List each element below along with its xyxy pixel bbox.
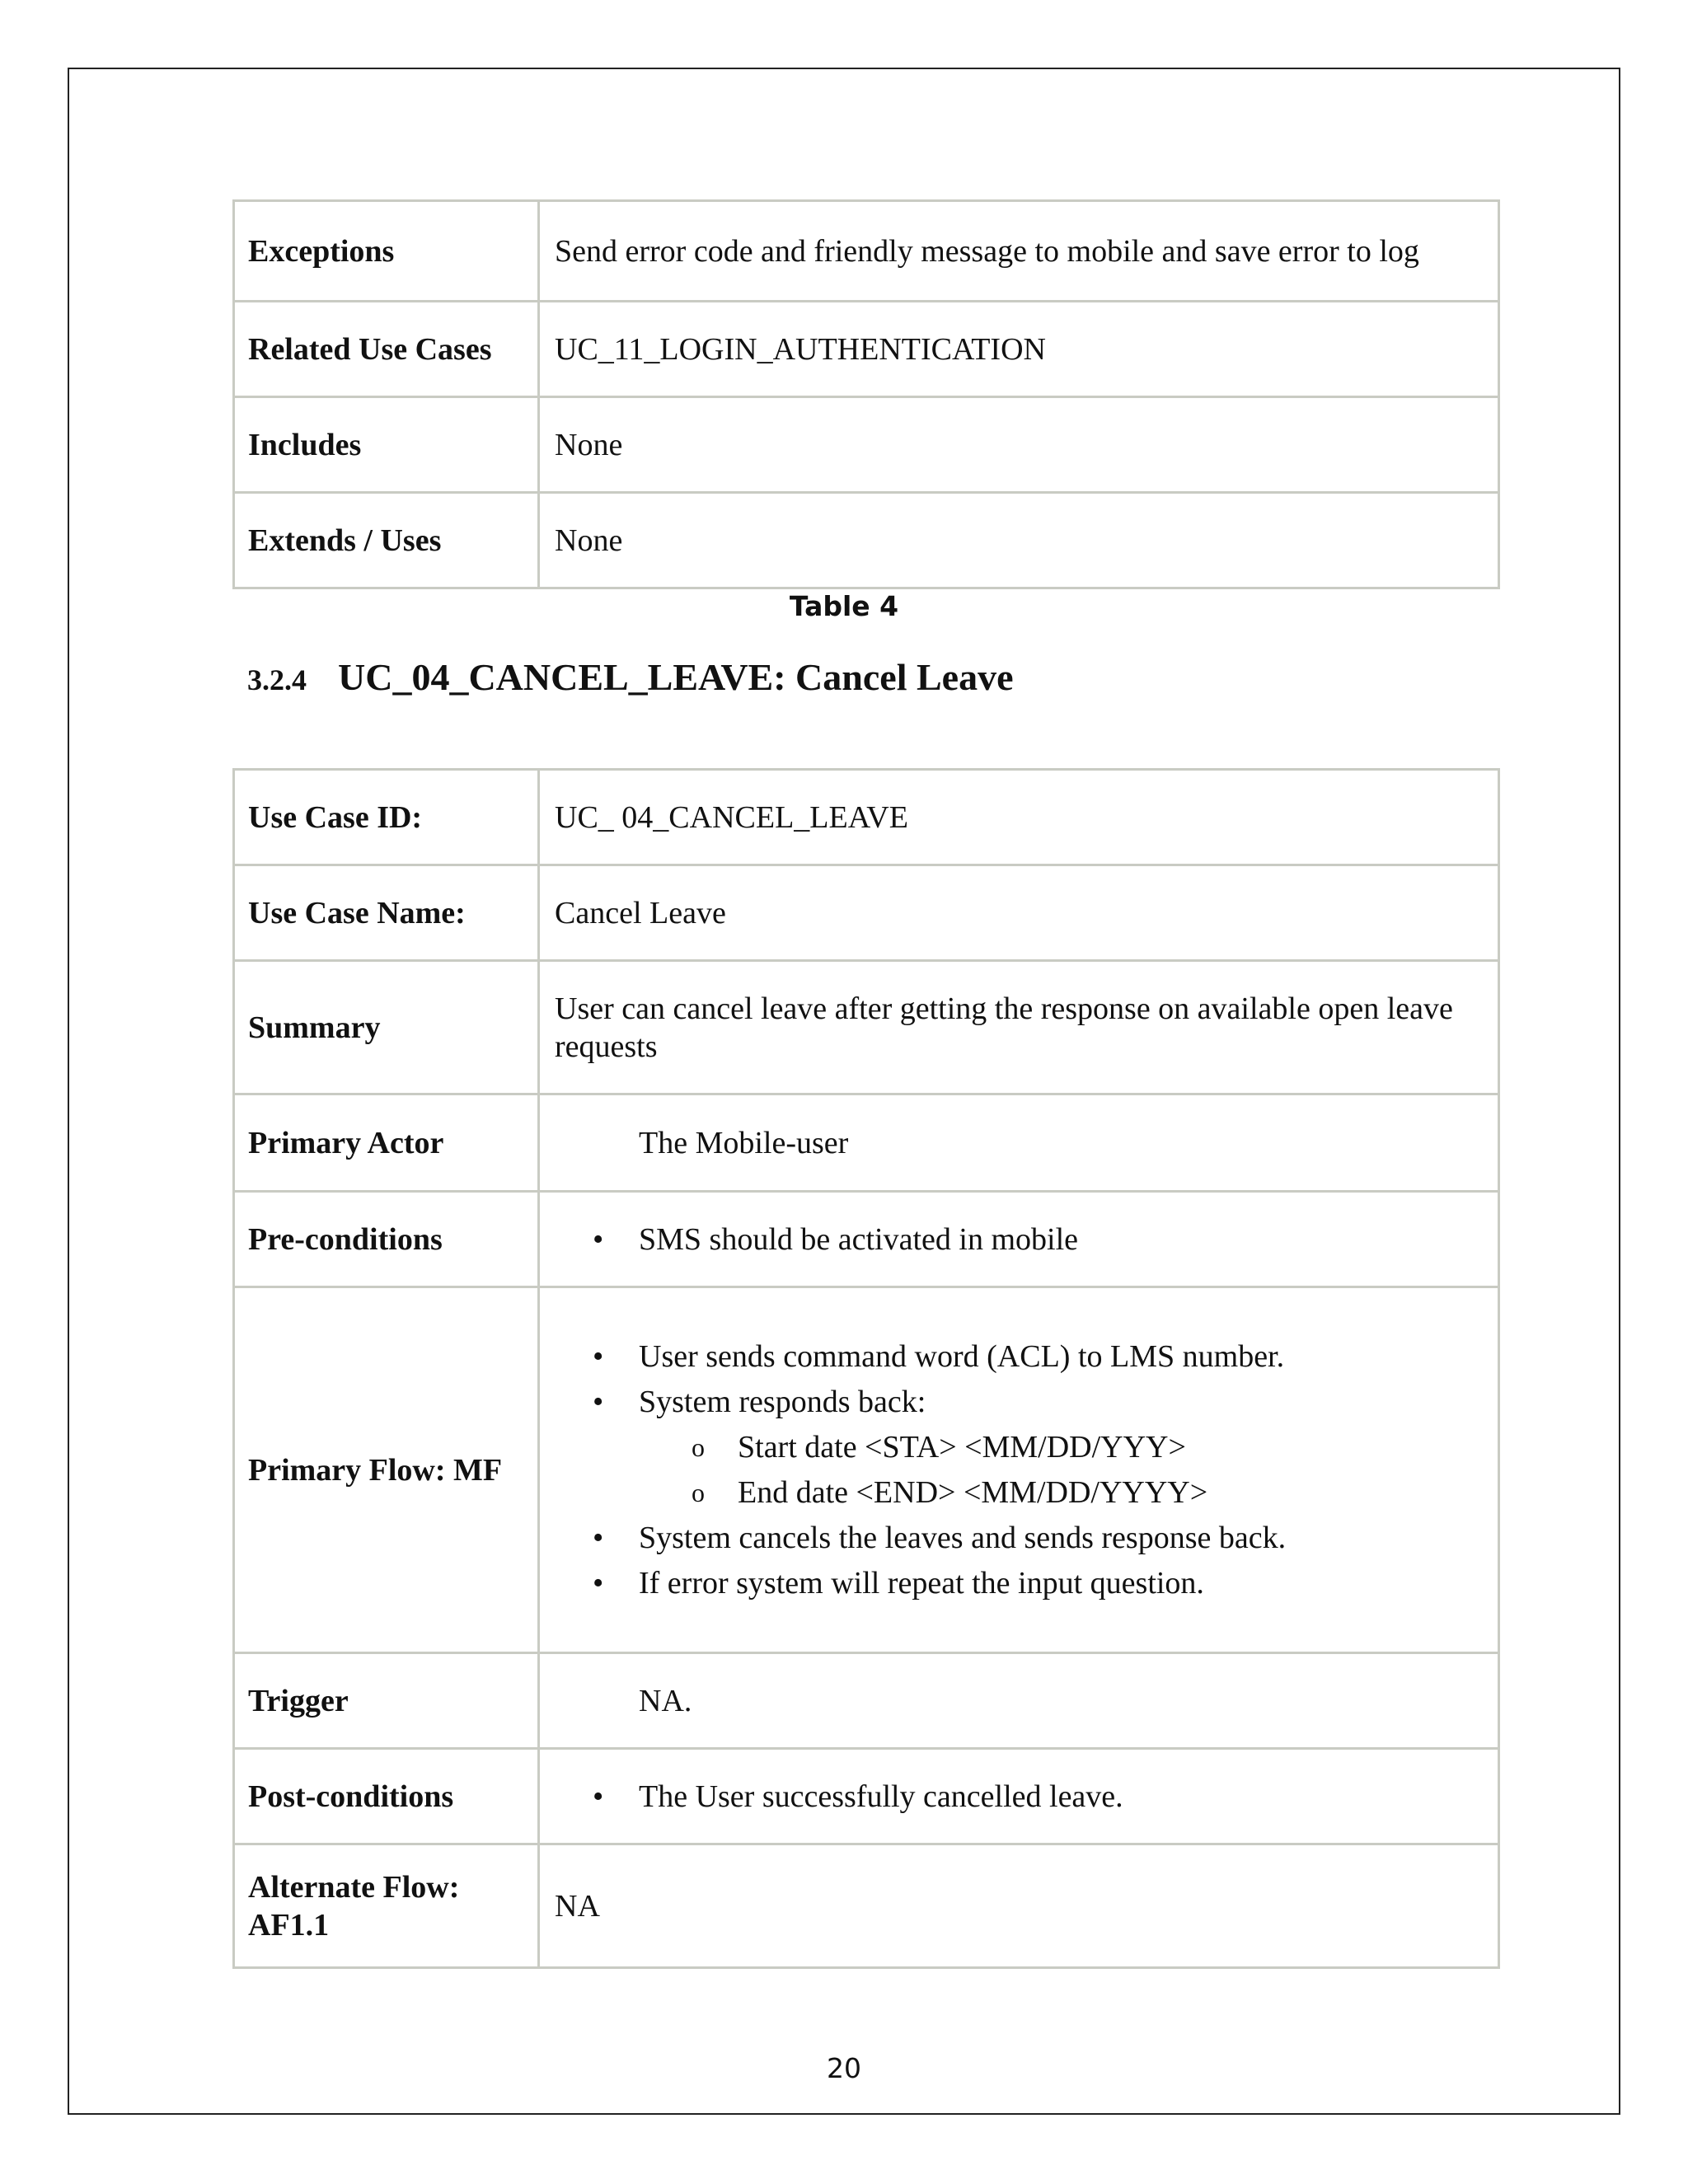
row-label: Includes [234, 397, 539, 493]
row-label [234, 1844, 539, 1968]
list-item: • System cancels the leaves and sends response back. [540, 1519, 1498, 1557]
row-value: The Mobile-user [539, 1094, 1499, 1192]
sub-list-item: o End date <END> <MM/DD/YYYY> [540, 1474, 1498, 1511]
list-item: • If error system will repeat the input question. [540, 1564, 1498, 1602]
row-value: UC_ 04_CANCEL_LEAVE [539, 770, 1499, 865]
primary-flow-list [540, 1338, 1498, 1602]
row-label-line: Alternate Flow: [248, 1869, 460, 1905]
row-value: UC_11_LOGIN_AUTHENTICATION [539, 302, 1499, 397]
row-label: Primary Flow: MF [234, 1287, 539, 1653]
sub-list-item: o Start date <STA> <MM/DD/YYY> [540, 1428, 1498, 1466]
row-label: Post-conditions [234, 1749, 539, 1844]
table-row [234, 1749, 1499, 1844]
row-value: NA [539, 1844, 1499, 1968]
table-row [234, 961, 1499, 1094]
section-heading [247, 655, 1014, 699]
row-value [539, 1749, 1499, 1844]
row-value: Cancel Leave [539, 865, 1499, 961]
table-row [234, 1844, 1499, 1968]
table-row [234, 770, 1499, 865]
row-label-line: AF1.1 [248, 1907, 330, 1943]
row-label: Primary Actor [234, 1094, 539, 1192]
table-row [234, 1287, 1499, 1653]
row-label: Related Use Cases [234, 302, 539, 397]
row-label: Extends / Uses [234, 493, 539, 588]
list-item: • User sends command word (ACL) to LMS number. [540, 1338, 1498, 1376]
postcondition-list [540, 1778, 1498, 1816]
list-item: • The User successfully cancelled leave. [540, 1778, 1498, 1816]
row-label: Exceptions [234, 201, 539, 302]
row-label: Use Case Name: [234, 865, 539, 961]
row-label: Pre-conditions [234, 1192, 539, 1287]
table-row [234, 201, 1499, 302]
table-row [234, 1653, 1499, 1749]
list-item: • SMS should be activated in mobile [540, 1221, 1498, 1258]
row-value: User can cancel leave after getting the response on available open leave requests [539, 961, 1499, 1094]
use-case-table [232, 768, 1500, 1969]
page-number: 20 [827, 2052, 861, 2084]
row-value: None [539, 493, 1499, 588]
precondition-list [540, 1221, 1498, 1258]
row-label: Summary [234, 961, 539, 1094]
row-label: Trigger [234, 1653, 539, 1749]
row-value [539, 1192, 1499, 1287]
table-row [234, 493, 1499, 588]
row-value: Send error code and friendly message to mobile and save error to log [539, 201, 1499, 302]
row-value [539, 1287, 1499, 1653]
row-value: None [539, 397, 1499, 493]
table-row [234, 865, 1499, 961]
section-number: 3.2.4 [247, 663, 307, 696]
table-row [234, 397, 1499, 493]
row-label: Use Case ID: [234, 770, 539, 865]
table-row [234, 302, 1499, 397]
use-case-table-continued [232, 199, 1500, 589]
list-item: • System responds back: [540, 1383, 1498, 1421]
section-title: UC_04_CANCEL_LEAVE: Cancel Leave [338, 656, 1014, 698]
row-value: NA. [539, 1653, 1499, 1749]
table-caption: Table 4 [789, 590, 899, 622]
table-row [234, 1192, 1499, 1287]
table-row [234, 1094, 1499, 1192]
